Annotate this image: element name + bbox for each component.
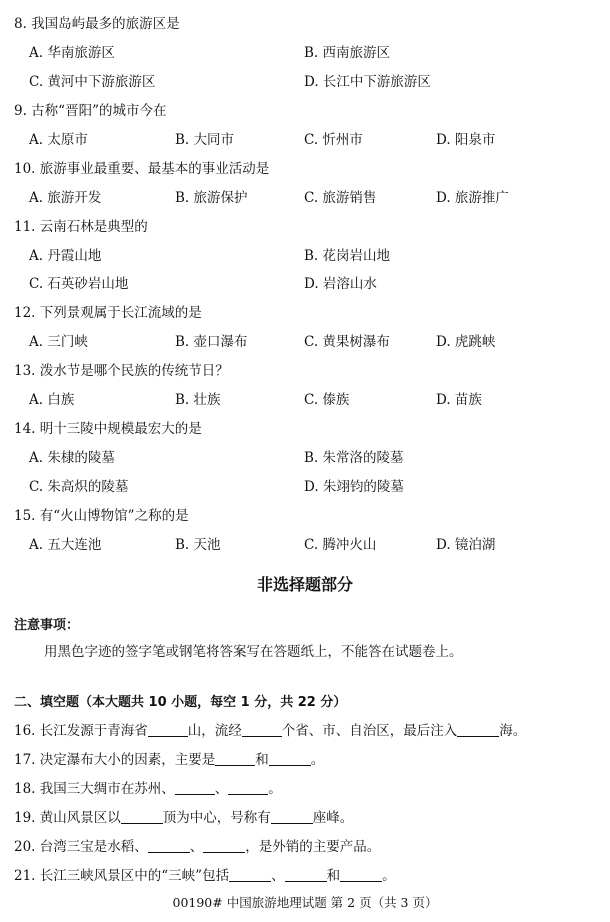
question-9-option-b: B. 大同市 (175, 132, 235, 148)
question-9-option-c: C. 忻州市 (304, 132, 363, 148)
question-13-option-b: B. 壮族 (175, 392, 221, 408)
answer-blank (121, 811, 163, 824)
answer-blank (215, 753, 255, 766)
question-8-option-a: A. 华南旅游区 (29, 45, 115, 61)
answer-blank (203, 840, 245, 853)
question-12-option-a: A. 三门峡 (29, 334, 88, 350)
part-2-title: 二、填空题（本大题共 10 小题，每空 1 分，共 22 分） (14, 695, 347, 710)
question-13-option-c: C. 傣族 (304, 392, 350, 408)
question-20-text-1: 20. 台湾三宝是水稻、 (14, 839, 148, 855)
question-14-option-d: D. 朱翊钧的陵墓 (304, 479, 404, 495)
question-13-option-a: A. 白族 (29, 392, 75, 408)
question-15-option-d: D. 镜泊湖 (436, 537, 496, 553)
answer-blank (271, 811, 313, 824)
answer-blank (148, 724, 188, 737)
question-13-stem: 13. 泼水节是哪个民族的传统节日？ (14, 363, 229, 379)
question-10-stem: 10. 旅游事业最重要、最基本的事业活动是 (14, 161, 270, 177)
question-18-text-3: 。 (268, 781, 282, 797)
question-16-text-3: 个省、市、自治区，最后注入 (281, 723, 458, 739)
question-17-text-1: 17. 决定瀑布大小的因素，主要是 (14, 752, 216, 768)
question-21-text-2: 、 (271, 868, 285, 884)
answer-blank (148, 840, 190, 853)
question-10-option-a: A. 旅游开发 (29, 190, 102, 206)
question-14-option-c: C. 朱高炽的陵墓 (29, 479, 129, 495)
question-21 (14, 864, 396, 884)
question-11-option-c: C. 石英砂岩山地 (29, 276, 129, 292)
question-11-option-a: A. 丹霞山地 (29, 248, 102, 264)
notice-title: 注意事项： (14, 618, 80, 633)
question-8-option-b: B. 西南旅游区 (304, 45, 391, 61)
question-12-option-b: B. 壶口瀑布 (175, 334, 248, 350)
question-10-option-b: B. 旅游保护 (175, 190, 248, 206)
question-19-text-2: 顶为中心，号称有 (162, 810, 271, 826)
question-19-text-1: 19. 黄山风景区以 (14, 810, 121, 826)
question-19-text-3: 座峰。 (312, 810, 354, 826)
question-17-text-2: 和 (255, 752, 269, 768)
question-11-option-d: D. 岩溶山水 (304, 276, 377, 292)
question-8-option-c: C. 黄河中下游旅游区 (29, 74, 156, 90)
question-21-text-4: 。 (382, 868, 396, 884)
question-21-text-3: 和 (326, 868, 341, 884)
question-11-stem: 11. 云南石林是典型的 (14, 219, 148, 235)
question-18 (14, 777, 282, 797)
question-20 (14, 835, 380, 855)
question-12-option-c: C. 黄果树瀑布 (304, 334, 390, 350)
question-21-text-1: 21. 长江三峡风景区中的“三峡”包括 (14, 868, 230, 884)
question-18-text-1: 18. 我国三大绸市在苏州、 (14, 781, 175, 797)
question-15-stem: 15. 有“火山博物馆”之称的是 (14, 508, 189, 524)
question-16 (14, 719, 526, 739)
question-16-text-2: 山，流经 (187, 723, 242, 739)
question-16-text-1: 16. 长江发源于青海省 (14, 723, 148, 739)
question-19 (14, 806, 353, 826)
answer-blank (285, 869, 327, 882)
question-14-option-b: B. 朱常洛的陵墓 (304, 450, 404, 466)
question-8-stem: 8. 我国岛屿最多的旅游区是 (14, 16, 180, 32)
answer-blank (242, 724, 282, 737)
question-17-text-3: 。 (310, 752, 325, 768)
question-10-option-d: D. 旅游推广 (436, 190, 509, 206)
question-14-option-a: A. 朱棣的陵墓 (29, 450, 115, 466)
question-11-option-b: B. 花岗岩山地 (304, 248, 391, 264)
answer-blank (229, 869, 271, 882)
answer-blank (269, 753, 311, 766)
question-9-stem: 9. 古称“晋阳”的城市今在 (14, 103, 167, 119)
notice-body: 用黑色字迹的签字笔或钢笔将答案写在答题纸上，不能答在试题卷上。 (44, 644, 463, 660)
question-15-option-a: A. 五大连池 (29, 537, 102, 553)
question-14-stem: 14. 明十三陵中规模最宏大的是 (14, 421, 202, 437)
answer-blank (175, 782, 215, 795)
question-9-option-a: A. 太原市 (29, 132, 88, 148)
question-8-option-d: D. 长江中下游旅游区 (304, 74, 431, 90)
question-13-option-d: D. 苗族 (436, 392, 482, 408)
question-10-option-c: C. 旅游销售 (304, 190, 377, 206)
question-15-option-c: C. 腾冲火山 (304, 537, 377, 553)
question-18-text-2: 、 (214, 781, 229, 797)
section-title: 非选择题部分 (256, 575, 353, 594)
question-20-text-3: ，是外销的主要产品。 (245, 839, 381, 855)
question-17 (14, 748, 324, 768)
answer-blank (457, 724, 499, 737)
answer-blank (228, 782, 268, 795)
question-9-option-d: D. 阳泉市 (436, 132, 496, 148)
question-15-option-b: B. 天池 (175, 537, 221, 553)
answer-blank (340, 869, 382, 882)
question-20-text-2: 、 (189, 839, 204, 855)
question-12-option-d: D. 虎跳峡 (436, 334, 496, 350)
page-footer: 00190# 中国旅游地理试题 第 2 页（共 3 页） (172, 895, 438, 910)
question-12-stem: 12. 下列景观属于长江流域的是 (14, 305, 202, 321)
question-16-text-4: 海。 (499, 723, 527, 739)
